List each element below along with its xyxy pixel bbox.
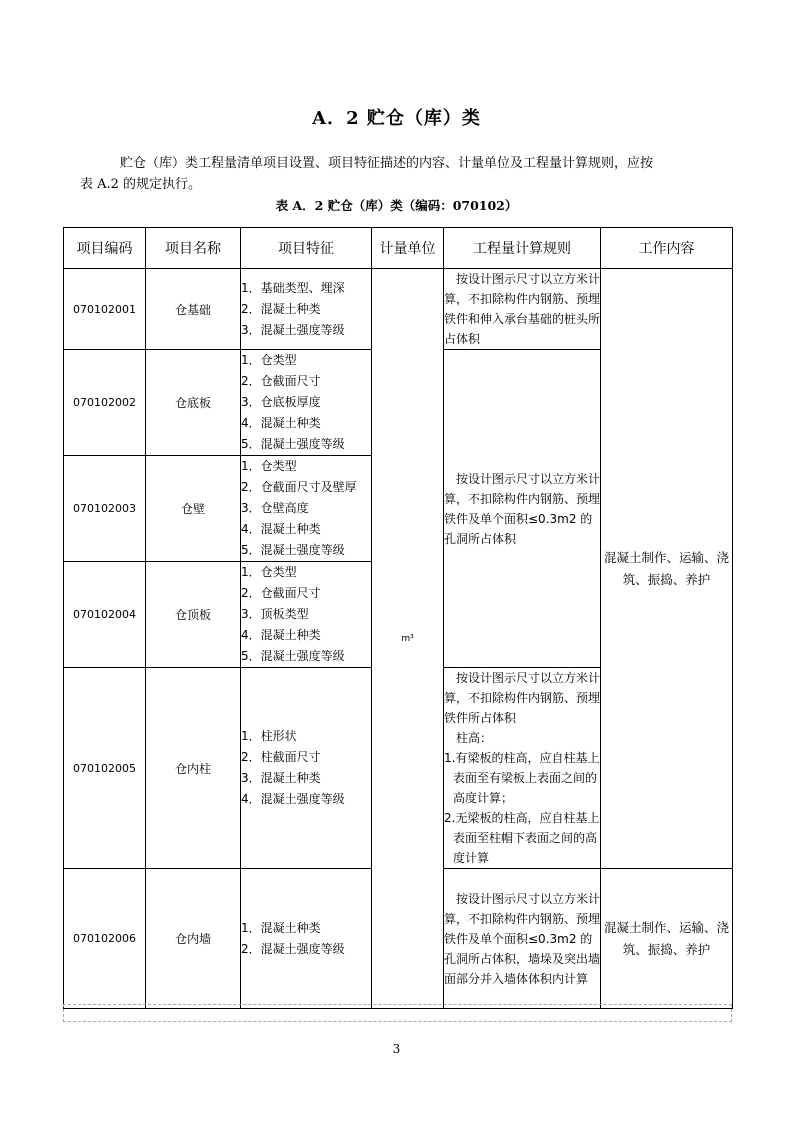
rule-subhead: 柱高： [456, 731, 493, 745]
feature-line: 3．仓底板厚度 [241, 395, 321, 409]
feature-line: 1．仓类型 [241, 565, 297, 579]
unit-cell: m³ [372, 269, 444, 1009]
rule-text: 按设计图示尺寸以立方米计算，不扣除构件内钢筋、预埋铁件及单个面积≤0.3m2 的孔洞所占体积，墙垛及突出墙面部分并入墙体体积内计算 [444, 891, 601, 986]
work-cell: 混凝土制作、运输、浇筑、振捣、养护 [601, 269, 733, 869]
header-code: 项目编码 [64, 228, 146, 269]
item-name: 仓底板 [146, 350, 241, 456]
feature-line: 4．混凝土种类 [241, 522, 321, 536]
table-row [64, 269, 733, 350]
item-features [241, 350, 372, 456]
feature-line: 2．柱截面尺寸 [241, 750, 321, 764]
feature-line: 4．混凝土强度等级 [241, 792, 345, 806]
rule-cell [444, 350, 601, 668]
item-code: 070102002 [64, 350, 146, 456]
header-features: 项目特征 [241, 228, 372, 269]
feature-line: 1．混凝土种类 [241, 920, 321, 935]
item-features [241, 869, 372, 1009]
feature-line: 5．混凝土强度等级 [241, 543, 345, 557]
item-features [241, 456, 372, 562]
item-features [241, 269, 372, 350]
item-name: 仓壁 [146, 456, 241, 562]
feature-line: 3．仓壁高度 [241, 501, 309, 515]
feature-line: 2．混凝土种类 [241, 301, 321, 316]
feature-line: 1．仓类型 [241, 353, 297, 367]
feature-line: 3．顶板类型 [241, 607, 309, 621]
rule-text: 按设计图示尺寸以立方米计算，不扣除构件内钢筋、预埋铁件所占体积 [444, 671, 601, 725]
feature-line: 1．仓类型 [241, 459, 297, 473]
feature-line: 4．混凝土种类 [241, 628, 321, 642]
feature-line: 5．混凝土强度等级 [241, 649, 345, 663]
item-name: 仓内柱 [146, 668, 241, 869]
feature-line: 2．仓截面尺寸及壁厚 [241, 480, 357, 494]
header-work: 工作内容 [601, 228, 733, 269]
item-code: 070102003 [64, 456, 146, 562]
rule-text: 按设计图示尺寸以立方米计算，不扣除构件内钢筋、预埋铁件和伸入承台基础的桩头所占体积 [444, 272, 601, 346]
intro-line-1: 贮仓（库）类工程量清单项目设置、项目特征描述的内容、计量单位及工程量计算规则，应按 [120, 156, 654, 171]
feature-line: 2．仓截面尺寸 [241, 374, 321, 388]
header-name: 项目名称 [146, 228, 241, 269]
item-code: 070102001 [64, 269, 146, 350]
feature-line: 1．基础类型、埋深 [241, 280, 345, 295]
footer-dashed-box [63, 1004, 732, 1022]
page-number: 3 [392, 1042, 401, 1056]
feature-line: 3．混凝土种类 [241, 771, 321, 785]
item-name: 仓顶板 [146, 562, 241, 668]
intro-line-2: 表 A.2 的规定执行。 [80, 177, 202, 192]
item-code: 070102004 [64, 562, 146, 668]
rule-item: 2.无梁板的柱高，应自柱基上表面至柱帽下表面之间的高度计算 [444, 811, 600, 865]
rule-text: 按设计图示尺寸以立方米计算，不扣除构件内钢筋、预埋铁件及单个面积≤0.3m2 的孔洞所占体积 [444, 471, 601, 546]
item-features [241, 562, 372, 668]
item-name: 仓内墙 [146, 869, 241, 1009]
feature-line: 3．混凝土强度等级 [241, 322, 345, 337]
feature-line: 1．柱形状 [241, 729, 297, 743]
item-features [241, 668, 372, 869]
rule-cell [444, 269, 601, 350]
work-cell: 混凝土制作、运输、浇筑、振捣、养护 [601, 869, 733, 1009]
feature-line: 5．混凝土强度等级 [241, 437, 345, 451]
section-heading: A．2 贮仓（库）类 [312, 108, 481, 129]
table-header-row [64, 228, 733, 269]
table-caption: 表 A．2 贮仓（库）类（编码：070102） [275, 198, 518, 213]
feature-line: 4．混凝土种类 [241, 416, 321, 430]
item-name: 仓基础 [146, 269, 241, 350]
feature-line: 2．混凝土强度等级 [241, 941, 345, 956]
header-unit: 计量单位 [372, 228, 444, 269]
rule-cell [444, 869, 601, 1009]
quantity-table [63, 227, 733, 1009]
rule-cell [444, 668, 601, 869]
header-rule: 工程量计算规则 [444, 228, 601, 269]
item-code: 070102006 [64, 869, 146, 1009]
item-code: 070102005 [64, 668, 146, 869]
rule-item: 1.有梁板的柱高，应自柱基上表面至有梁板上表面之间的高度计算； [444, 751, 600, 805]
feature-line: 2．仓截面尺寸 [241, 586, 321, 600]
intro-paragraph [80, 153, 710, 195]
